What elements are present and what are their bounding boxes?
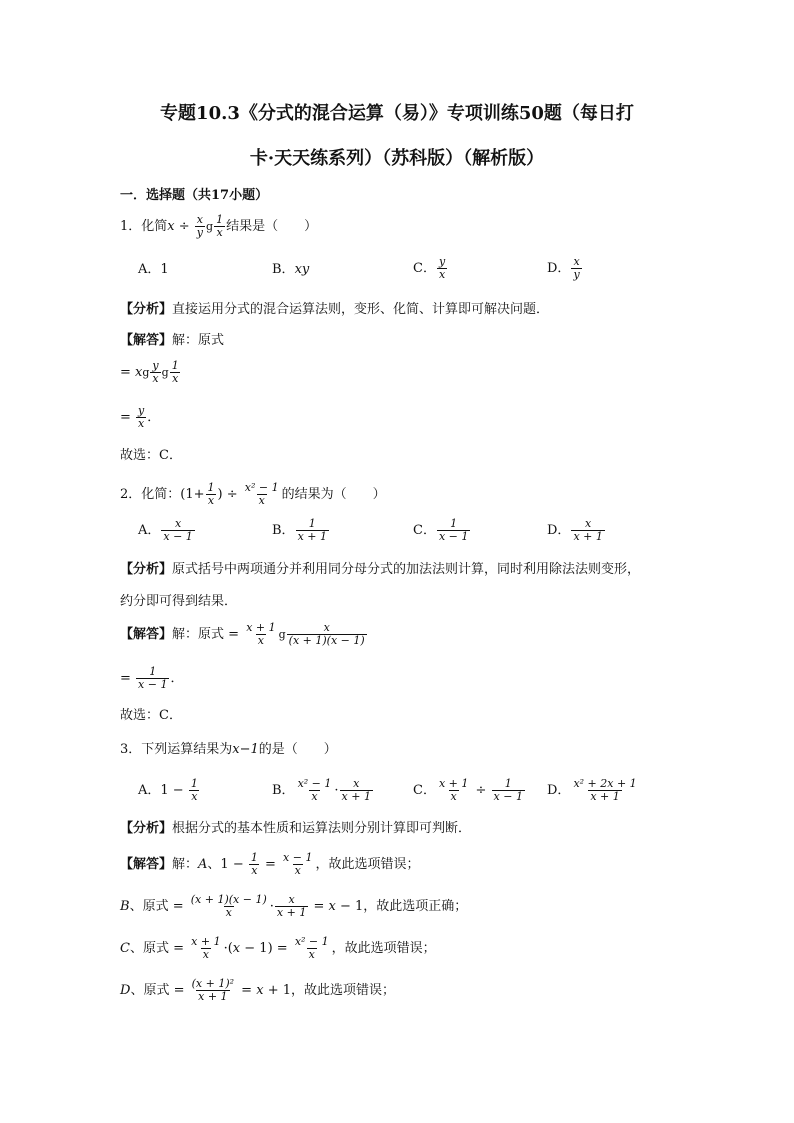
q3-analysis: 【分析】根据分式的基本性质和运算法则分别计算即可判断．	[120, 821, 472, 836]
q2-step1: = $\frac{1}{x - 1}$ ．	[120, 665, 184, 691]
q1-option-a: A．1	[138, 262, 169, 277]
q1-option-b: B．xy	[272, 262, 310, 277]
q1-step2: = $\frac{y}{x}$ ．	[120, 404, 161, 430]
q2-answer: 故选：C．	[120, 708, 182, 723]
q2-option-d: D． $\frac{x}{x + 1}$	[547, 517, 603, 543]
q3-stem: 3．下列运算结果为x−1的是（ ）	[120, 742, 337, 757]
q2-analysis-line1: 【分析】原式括号中两项通分并利用同分母分式的加法法则计算，同时利用除法法则变形，	[120, 562, 641, 577]
q1-stem-prefix: 1．化简	[120, 219, 168, 234]
q1-option-c: C． $\frac{y}{x}$	[413, 255, 446, 281]
q1-answer: 故选：C．	[120, 448, 182, 463]
q2-option-b: B． $\frac{1}{x + 1}$	[272, 517, 327, 543]
q2-solution: 【解答】解：原式 = $\frac{x + 1}{x}$ g $\frac{x}{(x + 1)(x - 1)}$	[120, 621, 365, 647]
q1-stem: 1．化简x ÷ $\frac{x}{y}$ g $\frac{1}{x}$ 结果是（ ）	[120, 213, 318, 239]
q3-option-a: A．1 − $\frac{1}{x}$	[138, 777, 198, 803]
q2-analysis-line2: 约分即可得到结果．	[120, 594, 238, 609]
q1-solution: 【解答】解：原式	[120, 333, 225, 348]
q1-analysis: 【分析】直接运用分式的混合运算法则，变形、化简、计算即可解决问题．	[120, 302, 550, 317]
page-title-line2: 卡·天天练系列）（苏科版）（解析版）	[249, 148, 545, 169]
q1-option-d: D． $\frac{x}{y}$	[547, 255, 580, 281]
q2-stem: 2．化简：(1+ $\frac{1}{x}$ ) ÷ $\frac{\text{x² − 1}}{x}$ 的结果为（ ）	[120, 481, 386, 507]
q3-solution-b: B、原式 = $\frac{(x + 1)(x - 1)}{x}$ · $\frac{x}{x + 1}$ = x − 1，故此选项正确；	[120, 893, 468, 919]
q1-stem-suffix: 结果是（ ）	[226, 219, 318, 234]
q3-solution-d: D、原式 = $\frac{\text{(x + 1)²}}{x + 1}$ = x + 1，故此选项错误；	[120, 977, 396, 1003]
q3-option-b: B． $\frac{\text{x² − 1}}{x}$ · $\frac{x}{x + 1}$	[272, 777, 371, 803]
q3-option-c: C． $\frac{x + 1}{x}$ ÷ $\frac{1}{x - 1}$	[413, 777, 523, 803]
q3-solution-c: C、原式 = $\frac{x + 1}{x}$ ·(x − 1) = $\frac{\text{x² − 1}}{x}$ ，故此选项错误；	[120, 935, 436, 961]
q2-option-c: C． $\frac{1}{x - 1}$	[413, 517, 469, 543]
q3-option-d: D． $\frac{\text{x² + 2x + 1}}{x + 1}$	[547, 777, 637, 803]
q2-option-a: A． $\frac{x}{x - 1}$	[138, 517, 193, 543]
q3-solution-a: 【解答】解：A、1 − $\frac{1}{x}$ = $\frac{x - 1}{x}$ ，故此选项错误；	[120, 851, 420, 877]
section-heading: 一．选择题（共17小题）	[120, 188, 269, 203]
q1-step1: = xg $\frac{y}{x}$ g $\frac{1}{x}$	[120, 359, 179, 385]
page-title-line1: 专题10.3《分式的混合运算（易）》专项训练50题（每日打	[160, 103, 634, 124]
